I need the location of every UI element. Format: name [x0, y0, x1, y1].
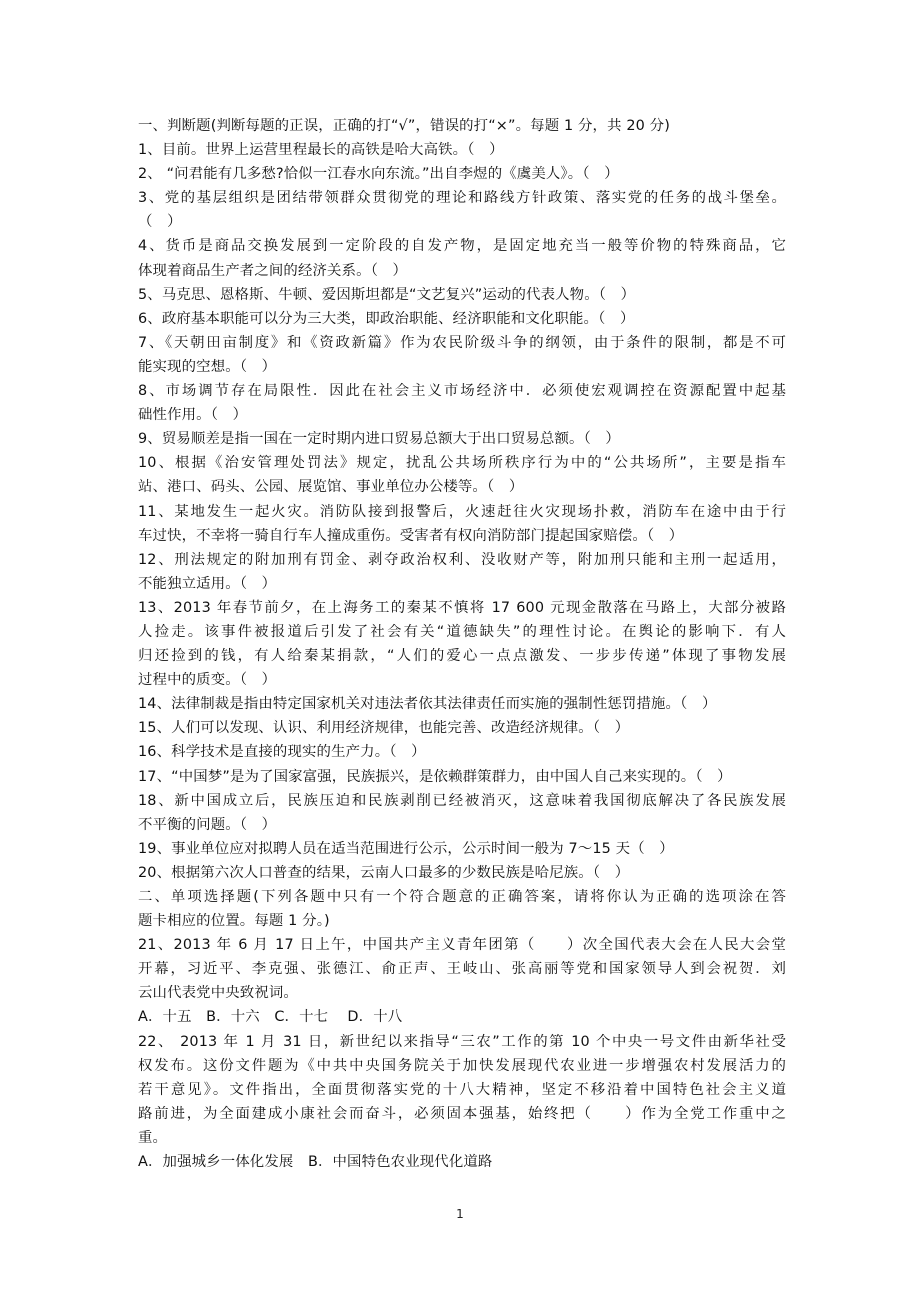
text-line: 若干意见》。文件指出，全面贯彻落实党的十八大精神，坚定不移沿着中国特色社会主义道 [138, 1081, 786, 1098]
text-line: 题卡相应的位置。每题 1 分。) [138, 913, 330, 930]
text-line: 体现着商品生产者之间的经济关系。（ ） [138, 262, 408, 279]
text-line: 权发布。这份文件题为《中共中央国务院关于加快发展现代农业进一步增强农村发展活力的 [138, 1057, 786, 1074]
text-line: 21、2013 年 6 月 17 日上午，中国共产主义青年团第（ ）次全国代表大会在人民大会堂 [138, 937, 786, 954]
text-line: 18、新中国成立后，民族压迫和民族剥削已经被消灭，这意味着我国彻底解决了各民族发展 [138, 792, 786, 809]
text-line: 车过快，不幸将一骑自行车人撞成重伤。受害者有权向消防部门提起国家赔偿。（ ） [138, 527, 684, 544]
text-line: 22、 2013 年 1 月 31 日，新世纪以来指导“三农”工作的第 10 个中央一号文件由新华社受 [138, 1033, 786, 1050]
text-line: 4、货币是商品交换发展到一定阶段的自发产物，是固定地充当一般等价物的特殊商品，它 [138, 238, 786, 255]
text-line: 8、市场调节存在局限性．因此在社会主义市场经济中．必须使宏观调控在资源配置中起基 [138, 383, 786, 400]
document-body [138, 114, 786, 1174]
text-line: 云山代表党中央致祝词。 [138, 985, 298, 1002]
text-line: A．十五 B．十六 C．十七 D．十八 [138, 1009, 403, 1026]
text-line: 不平衡的问题。（ ） [138, 816, 277, 833]
text-line: 6、政府基本职能可以分为三大类，即政治职能、经济职能和文化职能。（ ） [138, 310, 635, 327]
text-line: 1、目前。世界上运营里程最长的高铁是哈大高铁。（ ） [138, 142, 504, 159]
text-line: 17、“中国梦”是为了国家富强，民族振兴，是依赖群策群力，由中国人自己来实现的。（ ） [138, 768, 732, 785]
text-line: 10、根据《治安管理处罚法》规定，扰乱公共场所秩序行为中的“公共场所”，主要是指车 [138, 455, 786, 472]
text-line: 重。 [138, 1129, 168, 1146]
text-line: 15、人们可以发现、认识、利用经济规律，也能完善、改造经济规律。（ ） [138, 720, 630, 737]
text-line: 础性作用。（ ） [138, 407, 248, 424]
text-line: 一、判断题(判断每题的正误，正确的打“√”，错误的打“×”。每题 1 分，共 20 分) [138, 118, 670, 134]
text-line: 12、刑法规定的附加刑有罚金、剥夺政治权利、没收财产等，附加刑只能和主刑一起适用， [138, 551, 786, 568]
text-line: 站、港口、码头、公园、展览馆、事业单位办公楼等。（ ） [138, 479, 524, 496]
text-line: 2、 “问君能有几多愁?恰似一江春水向东流。”出自李煜的《虞美人》。（ ） [138, 166, 619, 183]
text-line: 19、事业单位应对拟聘人员在适当范围进行公示，公示时间一般为 7～15 天（ ） [138, 840, 674, 857]
text-line: （ ） [138, 214, 182, 231]
text-line: 过程中的质变。（ ） [138, 672, 277, 689]
text-line: 归还捡到的钱，有人给秦某捐款，“人们的爱心一点点激发、一步步传递”体现了事物发展 [138, 648, 786, 665]
text-line: 二、单项选择题(下列各题中只有一个符合题意的正确答案，请将你认为正确的选项涂在答 [138, 889, 786, 905]
text-line: 7、《天朝田亩制度》和《资政新篇》作为农民阶级斗争的纲领，由于条件的限制，都是不可 [138, 334, 786, 351]
text-line: 16、科学技术是直接的现实的生产力。（ ） [138, 744, 426, 761]
page-number: 1 [456, 1207, 464, 1221]
text-line: 开幕，习近平、李克强、张德江、俞正声、王岐山、张高丽等党和国家领导人到会祝贺．刘 [138, 961, 786, 978]
text-line: 9、贸易顺差是指一国在一定时期内进口贸易总额大于出口贸易总额。（ ） [138, 431, 620, 448]
text-line: 14、法律制裁是指由特定国家机关对违法者依其法律责任而实施的强制性惩罚措施。（ ） [138, 696, 717, 713]
text-line: 人捡走。该事件被报道后引发了社会有关“道德缺失”的理性讨论。在舆论的影响下．有人 [138, 623, 786, 640]
text-line: 11、某地发生一起火灾。消防队接到报警后，火速赶往火灾现场扑救，消防车在途中由于行 [138, 503, 786, 520]
text-line: A．加强城乡一体化发展 B．中国特色农业现代化道路 [138, 1154, 493, 1171]
text-line: 5、马克思、恩格斯、牛顿、爱因斯坦都是“文艺复兴”运动的代表人物。（ ） [138, 286, 636, 303]
text-line: 20、根据第六次人口普查的结果，云南人口最多的少数民族是哈尼族。（ ） [138, 864, 630, 881]
text-line: 3、党的基层组织是团结带领群众贯彻党的理论和路线方针政策、落实党的任务的战斗堡垒。 [138, 190, 786, 207]
text-line: 13、2013 年春节前夕，在上海务工的秦某不慎将 17 600 元现金散落在马路上，大部分被路 [138, 599, 786, 616]
text-line: 能实现的空想。（ ） [138, 358, 277, 375]
text-line: 不能独立适用。（ ） [138, 575, 277, 592]
text-line: 路前进，为全面建成小康社会而奋斗，必须固本强基，始终把（ ）作为全党工作重中之 [138, 1105, 786, 1122]
